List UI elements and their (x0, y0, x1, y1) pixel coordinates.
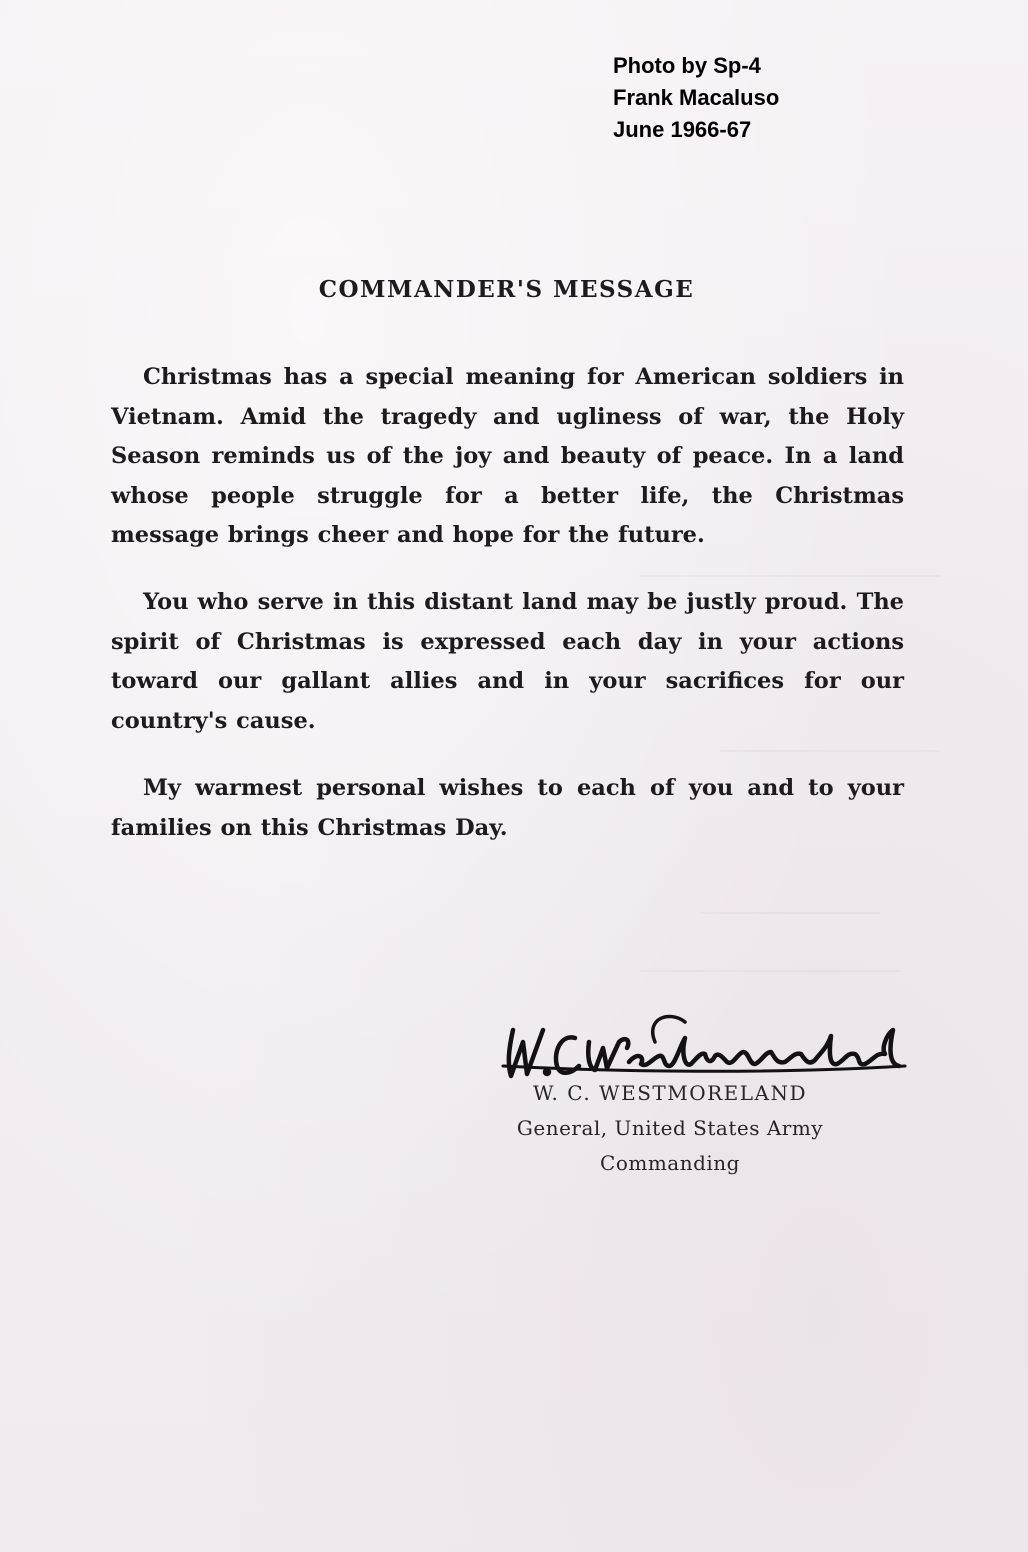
photo-credit-line: Photo by Sp-4 (613, 53, 761, 78)
signatory-role: Commanding (600, 1151, 740, 1175)
message-paragraph (111, 358, 904, 556)
paragraph-text: Christmas has a special meaning for American soldiers in Vietnam. Amid the tragedy and ugliness of war, the Holy Season reminds us of the joy and beauty of peace. In a land whose people struggle for a better life, the Christmas message brings cheer and hope for the future. (111, 364, 904, 548)
photo-credit-line: June 1966-67 (613, 117, 752, 142)
signatory-title: General, United States Army (516, 1116, 824, 1140)
paragraph-text: You who serve in this distant land may be justly proud. The spirit of Christmas is expressed each day in your actions toward our gallant allies and in your sacrifices for our country's cause. (111, 589, 904, 734)
photo-credit (613, 50, 779, 146)
signatory-name: W. C. WESTMORELAND (532, 1081, 808, 1105)
bleed-through-mark (640, 575, 940, 577)
bleed-through-mark (640, 970, 900, 972)
page-title: COMMANDER'S MESSAGE (318, 276, 695, 303)
bleed-through-mark (720, 750, 940, 752)
paragraph-text: My warmest personal wishes to each of you and to your families on this Christmas Day. (111, 775, 904, 841)
handwritten-signature (495, 1008, 915, 1088)
message-paragraph (111, 583, 904, 741)
photo-credit-line: Frank Macaluso (613, 85, 780, 110)
message-paragraph (111, 769, 904, 848)
bleed-through-mark (700, 912, 880, 914)
